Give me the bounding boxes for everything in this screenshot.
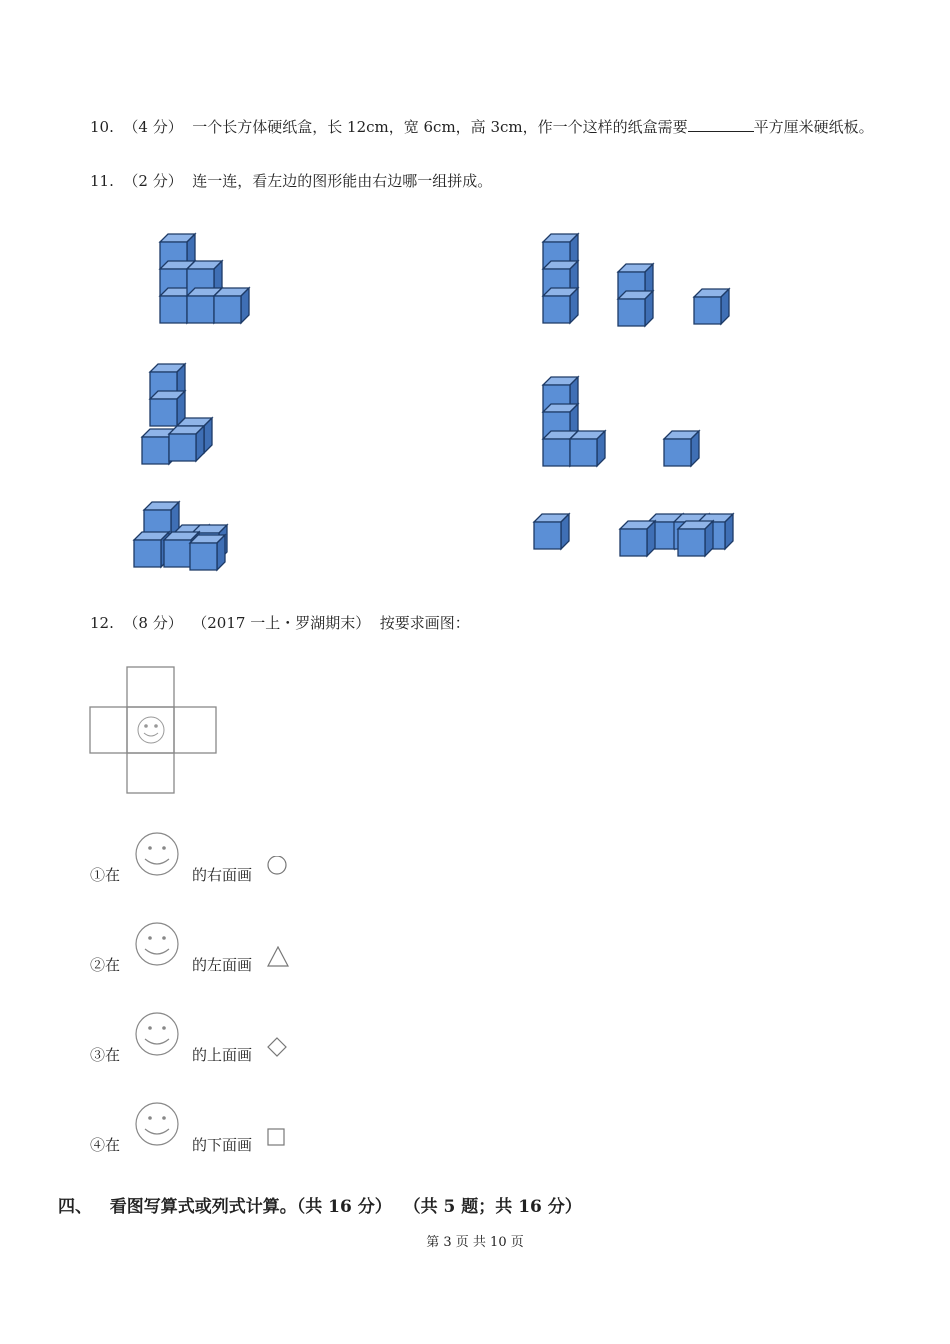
- cube-front-face: [534, 522, 561, 549]
- item-label: ②在: [90, 956, 121, 974]
- right-cube-group-1c[interactable]: [686, 280, 746, 335]
- left-cube-figure-2[interactable]: [140, 355, 250, 475]
- cube-front-face: [134, 540, 161, 567]
- question-source: （2017 一上・罗湖期末）: [192, 614, 371, 632]
- net-center-square: [127, 707, 174, 753]
- question-score: （4 分）: [123, 118, 183, 136]
- net-right-square: [174, 707, 216, 753]
- square-icon: [266, 1126, 290, 1150]
- item-suffix: 的下面画: [192, 1136, 253, 1154]
- item-label: ①在: [90, 866, 121, 884]
- left-cube-figure-1[interactable]: [150, 225, 270, 335]
- answer-blank[interactable]: [688, 117, 754, 132]
- question-11: [90, 170, 492, 191]
- item-label: ③在: [90, 1046, 121, 1064]
- cube-front-face: [164, 540, 191, 567]
- page-number-text: 第 3 页 共 10 页: [426, 1235, 524, 1250]
- page-footer: [0, 1231, 950, 1250]
- question-number: 12.: [90, 614, 114, 632]
- question-12: [90, 612, 470, 633]
- diamond-icon: [266, 1036, 290, 1062]
- net-top-square: [127, 667, 174, 707]
- cube-front-face: [664, 439, 691, 466]
- question-text: 连一连，看左边的图形能由右边哪一组拼成。: [192, 172, 493, 190]
- question-text: 一个长方体硬纸盒，长 12cm，宽 6cm，高 3cm，作一个这样的纸盒需要: [192, 118, 688, 136]
- section-summary: （共 5 题；共 16 分）: [403, 1197, 582, 1217]
- net-bottom-square: [127, 753, 174, 793]
- section-number: 四、: [58, 1197, 92, 1217]
- question-10: [90, 116, 874, 137]
- question-text: 按要求画图：: [379, 614, 470, 632]
- item-suffix: 的左面画: [192, 956, 253, 974]
- smile-icon: [132, 832, 182, 882]
- question-score: （2 分）: [123, 172, 183, 190]
- net-left-square: [90, 707, 127, 753]
- cube-front-face: [570, 439, 597, 466]
- left-cube-figure-3[interactable]: [122, 495, 252, 580]
- section-heading: [58, 1192, 582, 1217]
- circle-icon: [266, 856, 290, 880]
- cube-front-face: [169, 434, 196, 461]
- cube-net-figure: [88, 665, 220, 797]
- item-label: ④在: [90, 1136, 121, 1154]
- smile-icon: [132, 1012, 182, 1062]
- smile-icon: [132, 1102, 182, 1152]
- cube-front-face: [678, 529, 705, 556]
- cube-front-face: [543, 439, 570, 466]
- cube-front-face: [187, 296, 214, 323]
- cube-front-face: [190, 543, 217, 570]
- cube-front-face: [543, 296, 570, 323]
- question-number: 10.: [90, 118, 114, 136]
- right-cube-group-2b[interactable]: [656, 422, 716, 477]
- right-cube-group-2a[interactable]: [535, 368, 625, 478]
- question-text-end: 平方厘米硬纸板。: [753, 118, 874, 136]
- cube-front-face: [694, 297, 721, 324]
- cube-front-face: [618, 299, 645, 326]
- right-cube-group-3a[interactable]: [526, 505, 586, 560]
- question-number: 11.: [90, 172, 114, 190]
- question-score: （8 分）: [123, 614, 183, 632]
- cube-front-face: [160, 296, 187, 323]
- triangle-icon: [266, 946, 292, 970]
- cube-front-face: [214, 296, 241, 323]
- right-cube-group-3b[interactable]: [612, 505, 737, 565]
- cube-front-face: [142, 437, 169, 464]
- item-suffix: 的右面画: [192, 866, 253, 884]
- net-smile-icon: [138, 717, 164, 743]
- right-cube-group-1b[interactable]: [610, 255, 670, 335]
- section-title: 看图写算式或列式计算。（共 16 分）: [109, 1197, 392, 1217]
- item-suffix: 的上面画: [192, 1046, 253, 1064]
- right-cube-group-1a[interactable]: [535, 225, 595, 335]
- cube-front-face: [620, 529, 647, 556]
- smile-icon: [132, 922, 182, 972]
- cube-front-face: [150, 399, 177, 426]
